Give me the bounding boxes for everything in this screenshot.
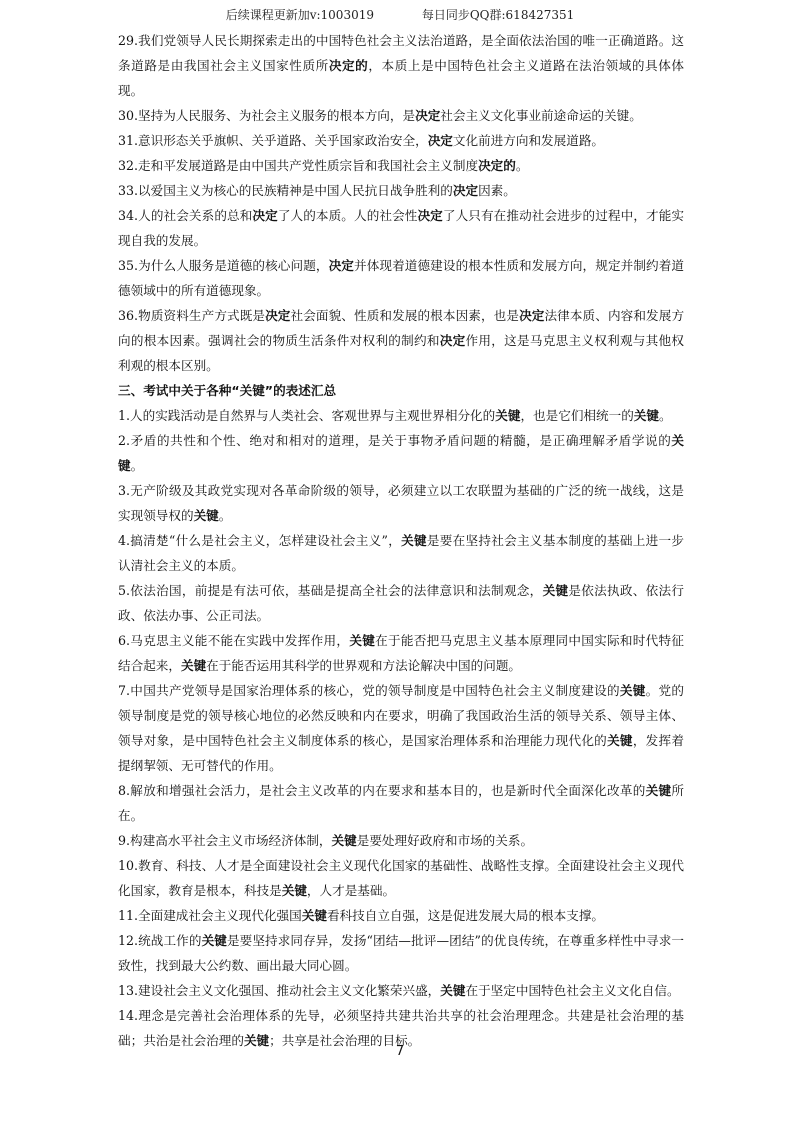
document-body [118,28,684,1053]
emphasis-keyword: 关键 [440,983,466,998]
text-run: 29.我们党领导人民长期探索走出的中国特色社会主义法治道路，是全面依法治国的唯一正确道路。这条道路是由我国社会主义国家性质所 [118,33,684,73]
emphasis-keyword: 决定 [417,208,443,223]
text-run: 。 [130,458,144,473]
emphasis-keyword: 决定 [519,308,545,323]
text-run: 了人只有在推动社会进步的过程中，才能实现自我的发展。 [118,208,685,248]
text-run: ，也是它们相统一的 [520,408,634,423]
text-run: ，人才是基础。 [306,883,396,898]
emphasis-keyword: 关键 [619,683,646,698]
text-run: 11.全面建成社会主义现代化强国 [118,908,302,923]
text-run: 5.依法治国，前提是有法可依，基础是提高全社会的法律意识和法制观念， [118,583,543,598]
text-run: 33.以爱国主义为核心的民族精神是中国人民抗日战争胜利的 [118,183,453,198]
text-run: ，本质上是中国特色社会主义道路在法治领域的具体体现。 [118,58,685,98]
text-run: 12.统战工作的 [118,933,202,948]
emphasis-keyword: 决定 [427,133,453,148]
text-run: 31.意识形态关乎旗帜、关乎道路、关乎国家政治安全， [118,133,428,148]
emphasis-keyword: 关键 [607,733,633,748]
emphasis-keyword: 决定 [415,108,441,123]
text-run: 看科技自立自强，这是促进发展大局的根本支撑。 [326,908,604,923]
text-run: 13.建设社会主义文化强国、推动社会主义文化繁荣兴盛， [118,983,441,998]
paragraph [118,28,684,103]
emphasis-keyword: 关键 [301,908,327,923]
paragraph [118,903,684,928]
text-run: 35.为什么人服务是道德的核心问题， [118,258,329,273]
text-run: 7.中国共产党领导是国家治理体系的核心，党的领导制度是中国特色社会主义制度建设的 [118,683,620,698]
emphasis-keyword: 关键 [401,533,427,548]
emphasis-keyword: 决定的 [328,58,369,73]
text-run: ；共享是社会治理的目标。 [269,1033,421,1048]
text-run: 。 [515,158,529,173]
emphasis-keyword: 决定 [265,308,291,323]
text-run: 三、考试中关于各种“关键”的表述汇总 [118,383,337,398]
text-run: 。 [218,508,232,523]
text-run: 法律本质、内容和发展方向的根本因素。强调社会的物质生活条件对权利的制约和 [118,308,685,348]
paragraph [118,203,684,253]
text-run: 作用，这是马克思主义权利观与其他权利观的根本区别。 [118,333,685,373]
text-run: 14.理念是完善社会治理体系的先导，必须坚持共建共治共享的社会治理理念。共建是社会治理的基础；共治是社会治理的 [118,1008,684,1048]
paragraph [118,128,684,153]
emphasis-keyword: 决定 [439,333,466,348]
text-run: 是依法执政、依法行政、依法办事、公正司法。 [118,583,685,623]
text-run: 社会面貌、性质和发展的根本因素，也是 [290,308,520,323]
text-run: 6.马克思主义能不能在实践中发挥作用， [118,633,350,648]
text-run: 1.人的实践活动是自然界与人类社会、客观世界与主观世界相分化的 [118,408,496,423]
text-run: 2.矛盾的共性和个性、绝对和相对的道理，是关于事物矛盾问题的精髓，是正确理解矛盾学说的 [118,433,672,448]
text-run: 30.坚持为人民服务、为社会主义服务的根本方向，是 [118,108,416,123]
page-number: 7 [395,1044,405,1059]
text-run: 是要处理好政府和市场的关系。 [356,833,534,848]
paragraph [118,153,684,178]
header-course-contact: 后续课程更新加v:1003019 [225,8,374,22]
emphasis-keyword: 关键 [331,833,357,848]
text-run: 所在。 [118,783,684,823]
text-run: 文化前进方向和发展道路。 [452,133,604,148]
paragraph [118,628,684,678]
emphasis-keyword: 关键 [495,408,521,423]
text-run: 社会主义文化事业前途命运的关键。 [440,108,642,123]
text-run: 3.无产阶级及其政党实现对各革命阶级的领导，必须建立以工农联盟为基础的广泛的统一战线，这是实现领导权的 [118,483,684,523]
emphasis-keyword: 决定的 [478,158,516,173]
paragraph [118,178,684,203]
text-run: 在于能否运用其科学的世界观和方法论解决中国的问题。 [206,658,521,673]
emphasis-keyword: 关键 [542,583,569,598]
emphasis-keyword: 关键 [633,408,659,423]
paragraph [118,103,684,128]
paragraph [118,928,684,978]
text-run: 。党的领导制度是党的领导核心地位的必然反映和内在要求，明确了我国政治生活的领导关系、领导主体、领导对象，是中国特色社会主义制度体系的核心，是国家治理体系和治理能力现代化的 [118,683,685,748]
paragraph [118,478,684,528]
text-run: ，发挥着提纲挈领、无可替代的作用。 [118,733,685,773]
text-run: 在于能否把马克思主义基本原理同中国实际和时代特征结合起来， [118,633,685,673]
text-run: 并体现着道德建设的根本性质和发展方向，规定并制约着道德领域中的所有道德现象。 [118,258,685,298]
emphasis-keyword: 关键 [349,633,376,648]
paragraph [118,403,684,428]
emphasis-keyword: 决定 [252,208,278,223]
paragraph [118,528,684,578]
paragraph [118,428,684,478]
emphasis-keyword: 决定 [452,183,479,198]
paragraph [118,678,684,778]
paragraph [118,828,684,853]
text-run: 4.搞清楚“什么是社会主义，怎样建设社会主义”， [118,533,402,548]
text-run: 34.人的社会关系的总和 [118,208,253,223]
text-run: 是要在坚持社会主义基本制度的基础上进一步认清社会主义的本质。 [118,533,684,573]
emphasis-keyword: 关键 [243,1033,270,1048]
paragraph [118,778,684,828]
header-qq-group: 每日同步QQ群:618427351 [421,8,575,22]
emphasis-keyword: 关键 [193,508,219,523]
text-run: 。 [658,408,672,423]
paragraph [118,578,684,628]
text-run: 因素。 [478,183,516,198]
text-run: 了人的本质。人的社会性 [277,208,418,223]
emphasis-keyword: 关键 [180,658,207,673]
text-run: 是要坚持求同存异，发扬“团结—批评—团结”的优良传统，在尊重多样性中寻求一致性，找到最大公约数、画出最大同心圆。 [118,933,684,973]
emphasis-keyword: 关键 [118,433,684,473]
text-run: 9.构建高水平社会主义市场经济体制， [118,833,332,848]
emphasis-keyword: 决定 [328,258,354,273]
emphasis-keyword: 关键 [645,783,672,798]
page-header [0,6,800,23]
text-run: 8.解放和增强社会活力，是社会主义改革的内在要求和基本目的，也是新时代全面深化改革的 [118,783,646,798]
paragraph [118,253,684,303]
emphasis-keyword: 关键 [281,883,307,898]
paragraph [118,853,684,903]
section-heading [118,378,684,403]
text-run: 10.教育、科技、人才是全面建设社会主义现代化国家的基础性、战略性支撑。全面建设社会主义现代化国家，教育是根本，科技是 [118,858,684,898]
paragraph [118,978,684,1003]
paragraph [118,303,684,378]
text-run: 36.物质资料生产方式既是 [118,308,266,323]
emphasis-keyword: 关键 [201,933,227,948]
text-run: 32.走和平发展道路是由中国共产党性质宗旨和我国社会主义制度 [118,158,479,173]
text-run: 在于坚定中国特色社会主义文化自信。 [465,983,680,998]
